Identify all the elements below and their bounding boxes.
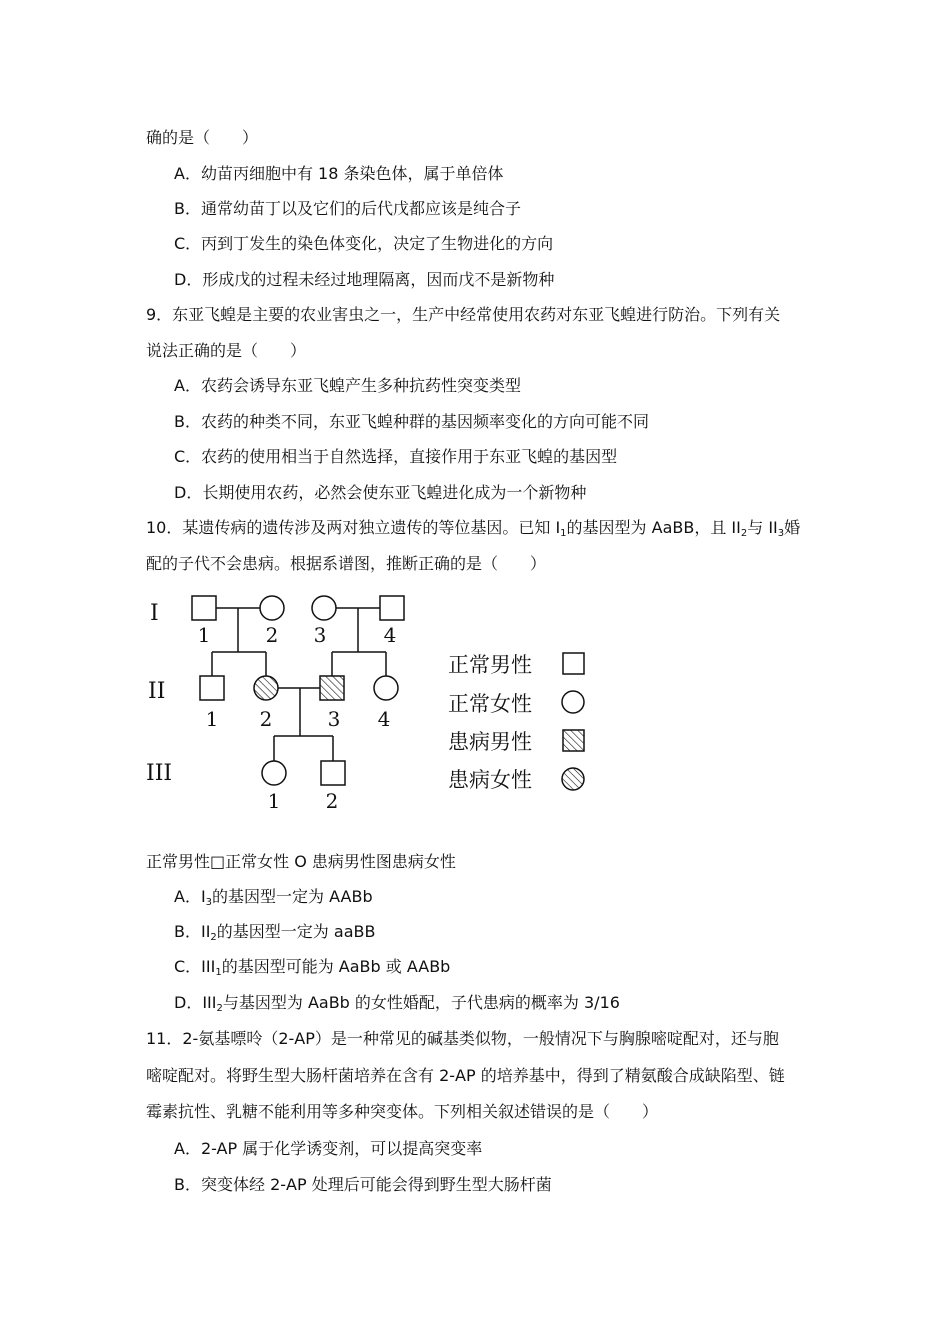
q10-option-a: A．$I_3$的基因型一定为 AABb bbox=[174, 887, 373, 908]
q8-option-d: D．形成戊的过程未经过地理隔离，因而戊不是新物种 bbox=[174, 270, 555, 289]
legend-normal-female-label: 正常女性 bbox=[448, 692, 532, 716]
ind-label-ii4: 4 bbox=[377, 707, 391, 731]
ind-label-i3: 3 bbox=[313, 623, 327, 647]
q8-option-b: B．通常幼苗丁以及它们的后代戊都应该是纯合子 bbox=[174, 199, 521, 218]
legend-normal-female-icon bbox=[562, 691, 584, 713]
pedigree-iii1-normal-female bbox=[262, 761, 286, 785]
q10-option-d: D．$III_2$与基因型为 AaBb 的女性婚配，子代患病的概率为 3/16 bbox=[174, 993, 620, 1014]
gen-label-iii: III bbox=[146, 761, 173, 786]
q11-stem-line3: 霉素抗性、乳糖不能利用等多种突变体。下列相关叙述错误的是（ ） bbox=[146, 1102, 659, 1121]
ind-label-iii2: 2 bbox=[325, 789, 339, 813]
q9-option-c: C．农药的使用相当于自然选择，直接作用于东亚飞蝗的基因型 bbox=[174, 447, 618, 466]
q11-stem-line1: 11．2-氨基嘌呤（2-AP）是一种常见的碱基类似物，一般情况下与胸腺嘧啶配对，还与胞 bbox=[146, 1029, 779, 1048]
gen-label-i: I bbox=[150, 601, 159, 626]
q10-figure-caption: 正常男性□正常女性 O 患病男性图患病女性 bbox=[146, 852, 456, 871]
pedigree-ii2-affected-female bbox=[254, 676, 278, 700]
legend-normal-male-icon bbox=[563, 653, 584, 674]
q9-option-b: B．农药的种类不同，东亚飞蝗种群的基因频率变化的方向可能不同 bbox=[174, 412, 649, 431]
legend-affected-female-icon bbox=[562, 768, 584, 790]
gen-label-ii: II bbox=[148, 679, 166, 704]
ind-label-i2: 2 bbox=[265, 623, 279, 647]
q11-stem-line2: 嘧啶配对。将野生型大肠杆菌培养在含有 2-AP 的培养基中，得到了精氨酸合成缺陷型、链 bbox=[146, 1066, 785, 1085]
pedigree-iii2-normal-male bbox=[321, 761, 345, 785]
legend-affected-female-label: 患病女性 bbox=[448, 768, 532, 792]
ind-label-ii1: 1 bbox=[205, 707, 219, 731]
q10-option-c: C．$III_1$的基因型可能为 AaBb 或 AABb bbox=[174, 957, 451, 978]
legend-affected-male-icon bbox=[563, 730, 584, 751]
ind-label-ii2: 2 bbox=[259, 707, 273, 731]
ind-label-i1: 1 bbox=[197, 623, 211, 647]
q9-option-d: D．长期使用农药，必然会使东亚飞蝗进化成为一个新物种 bbox=[174, 483, 587, 502]
q9-option-a: A．农药会诱导东亚飞蝗产生多种抗药性突变类型 bbox=[174, 376, 521, 395]
pedigree-ii3-affected-male bbox=[320, 676, 344, 700]
q8-stem-end: 确的是（ ） bbox=[146, 128, 259, 147]
pedigree-ii4-normal-female bbox=[374, 676, 398, 700]
q10-stem-line2: 配的子代不会患病。根据系谱图，推断正确的是（ ） bbox=[146, 554, 547, 573]
q11-option-b: B．突变体经 2-AP 处理后可能会得到野生型大肠杆菌 bbox=[174, 1175, 552, 1194]
pedigree-ii1-normal-male bbox=[200, 676, 224, 700]
pedigree-i3-normal-female bbox=[312, 596, 336, 620]
pedigree-i4-normal-male bbox=[380, 596, 404, 620]
legend-normal-male-label: 正常男性 bbox=[448, 653, 532, 677]
q10-stem-line1: 10．某遗传病的遗传涉及两对独立遗传的等位基因。已知 $I_1$的基因型为 AaBB，且 $II_2$与 $II_3$婚 bbox=[146, 518, 801, 539]
pedigree-i1-normal-male bbox=[192, 596, 216, 620]
q8-option-a: A．幼苗丙细胞中有 18 条染色体，属于单倍体 bbox=[174, 164, 504, 183]
ind-label-iii1: 1 bbox=[267, 789, 281, 813]
q8-option-c: C．丙到丁发生的染色体变化，决定了生物进化的方向 bbox=[174, 234, 554, 253]
q9-stem-line1: 9．东亚飞蝗是主要的农业害虫之一，生产中经常使用农药对东亚飞蝗进行防治。下列有关 bbox=[146, 305, 781, 324]
ind-label-ii3: 3 bbox=[327, 707, 341, 731]
pedigree-chart bbox=[140, 590, 600, 820]
q9-stem-line2: 说法正确的是（ ） bbox=[146, 341, 307, 360]
legend-affected-male-label: 患病男性 bbox=[448, 730, 532, 754]
pedigree-i2-normal-female bbox=[260, 596, 284, 620]
q11-option-a: A．2-AP 属于化学诱变剂，可以提高突变率 bbox=[174, 1139, 483, 1158]
q10-option-b: B．$II_2$的基因型一定为 aaBB bbox=[174, 922, 376, 943]
ind-label-i4: 4 bbox=[383, 623, 397, 647]
